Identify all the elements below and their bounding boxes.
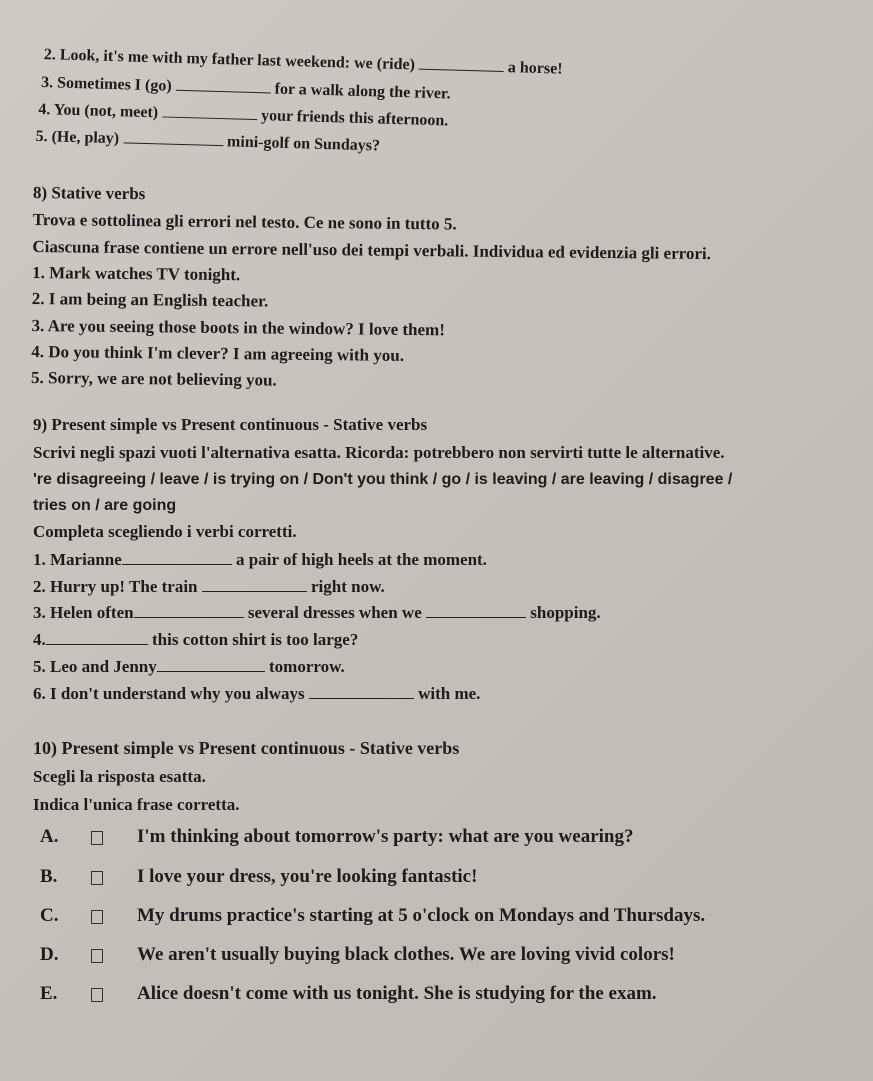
option-d-letter: D. [40, 944, 59, 965]
section-9-q1-text: 1. Marianne [33, 550, 122, 569]
option-d-checkbox[interactable] [91, 949, 103, 963]
section-9-q4-blank[interactable] [46, 630, 148, 645]
section-9-q3 [33, 603, 601, 623]
section-9-q5 [33, 657, 345, 677]
section-9-q5-blank[interactable] [157, 657, 265, 672]
section-8-sentence-3: 3. Are you seeing those boots in the window? I love them! [31, 316, 446, 340]
option-b-text: I love your dress, you're looking fantastic! [137, 866, 478, 887]
section-9-q1-blank[interactable] [122, 550, 232, 565]
option-b-checkbox[interactable] [91, 871, 103, 885]
top-q3-text: 3. Sometimes I (go) [40, 74, 172, 95]
section-10-instruction-1: Scegli la risposta esatta. [33, 767, 206, 786]
section-9-q4-text: 4. [33, 630, 46, 649]
option-d[interactable] [0, 944, 873, 970]
section-10-title: 10) Present simple vs Present continuous - Stative verbs [33, 738, 460, 758]
section-8-sentence-4: 4. Do you think I'm clever? I am agreeing with you. [31, 342, 405, 365]
section-9-q3-blank-2[interactable] [426, 603, 526, 618]
section-9-options-line-2: tries on / are going [33, 497, 177, 514]
section-10-instruction-2: Indica l'unica frase corretta. [33, 795, 240, 814]
option-b[interactable] [0, 866, 873, 892]
section-8-sentence-1: 1. Mark watches TV tonight. [32, 263, 241, 285]
top-q4-end: your friends this afternoon. [260, 107, 449, 130]
option-c-text: My drums practice's starting at 5 o'clock on Mondays and Thursdays. [137, 905, 706, 926]
section-8-sentence-5: 5. Sorry, we are not believing you. [30, 368, 277, 390]
section-9-q1 [33, 550, 487, 570]
section-8 [0, 0, 873, 409]
option-d-text: We aren't usually buying black clothes. We are loving vivid colors! [137, 944, 675, 965]
option-c-letter: C. [40, 905, 59, 926]
section-8-sentence-2: 2. I am being an English teacher. [31, 289, 269, 311]
section-9-q4-end: this cotton shirt is too large? [152, 630, 359, 649]
section-9-title [33, 415, 427, 435]
section-9-options-line-1: 're disagreeing / leave / is trying on / Don't you think / go / is leaving / are leaving / disagree / [33, 471, 733, 488]
section-9-q6-blank[interactable] [309, 684, 414, 699]
top-q5-text: 5. (He, play) [35, 127, 120, 148]
section-8-instruction-2: Ciascuna frase contiene un errore nell'uso dei tempi verbali. Individua ed evidenzia gli errori. [32, 237, 712, 264]
option-b-letter: B. [40, 866, 58, 887]
top-q3-end: for a walk along the river. [274, 80, 451, 103]
section-9-q3-mid: several dresses when we [247, 603, 422, 622]
section-9-title-text: 9) Present simple vs Present continuous - Stative verbs [33, 415, 428, 434]
top-q2-end: a horse! [507, 59, 563, 78]
section-9-q3-end: shopping. [530, 603, 601, 622]
option-c[interactable] [0, 905, 873, 931]
section-9-q2-text: 2. Hurry up! The train [33, 577, 198, 596]
section-9-q3-blank-1[interactable] [134, 603, 244, 618]
top-q5-end: mini-golf on Sundays? [226, 133, 381, 155]
option-e-letter: E. [40, 983, 58, 1004]
option-e-checkbox[interactable] [91, 988, 103, 1002]
section-9-instruction-1: Scrivi negli spazi vuoti l'alternativa esatta. Ricorda: potrebbero non servirti tutte le alternative. [33, 443, 725, 462]
option-a-checkbox[interactable] [91, 831, 103, 845]
section-9-q2-end: right now. [311, 577, 385, 596]
option-a-text: I'm thinking about tomorrow's party: what are you wearing? [137, 826, 634, 847]
option-e[interactable] [0, 983, 873, 1009]
top-q4-text: 4. You (not, meet) [38, 100, 159, 122]
section-9-q2 [33, 577, 385, 597]
section-9-q6-end: with me. [418, 684, 481, 703]
section-8-title: 8) Stative verbs [32, 183, 146, 204]
option-c-checkbox[interactable] [91, 910, 103, 924]
section-9-q1-end: a pair of high heels at the moment. [236, 550, 487, 569]
option-a[interactable] [0, 826, 873, 852]
section-9-q2-blank[interactable] [202, 577, 307, 592]
option-a-letter: A. [40, 826, 59, 847]
section-9-instruction-2: Completa scegliendo i verbi corretti. [33, 522, 297, 541]
section-9-q5-text: 5. Leo and Jenny [33, 657, 157, 676]
section-9-q6-text: 6. I don't understand why you always [33, 684, 305, 703]
section-9-q6 [33, 684, 480, 704]
section-9-q5-end: tomorrow. [269, 657, 345, 676]
top-q2-text: 2. Look, it's me with my father last weekend: we (ride) [43, 46, 416, 74]
section-9-q3-text: 3. Helen often [33, 603, 134, 622]
option-e-text: Alice doesn't come with us tonight. She is studying for the exam. [137, 983, 657, 1004]
section-9-q4 [33, 630, 358, 650]
section-8-instruction-1: Trova e sottolinea gli errori nel testo. Ce ne sono in tutto 5. [32, 210, 457, 234]
